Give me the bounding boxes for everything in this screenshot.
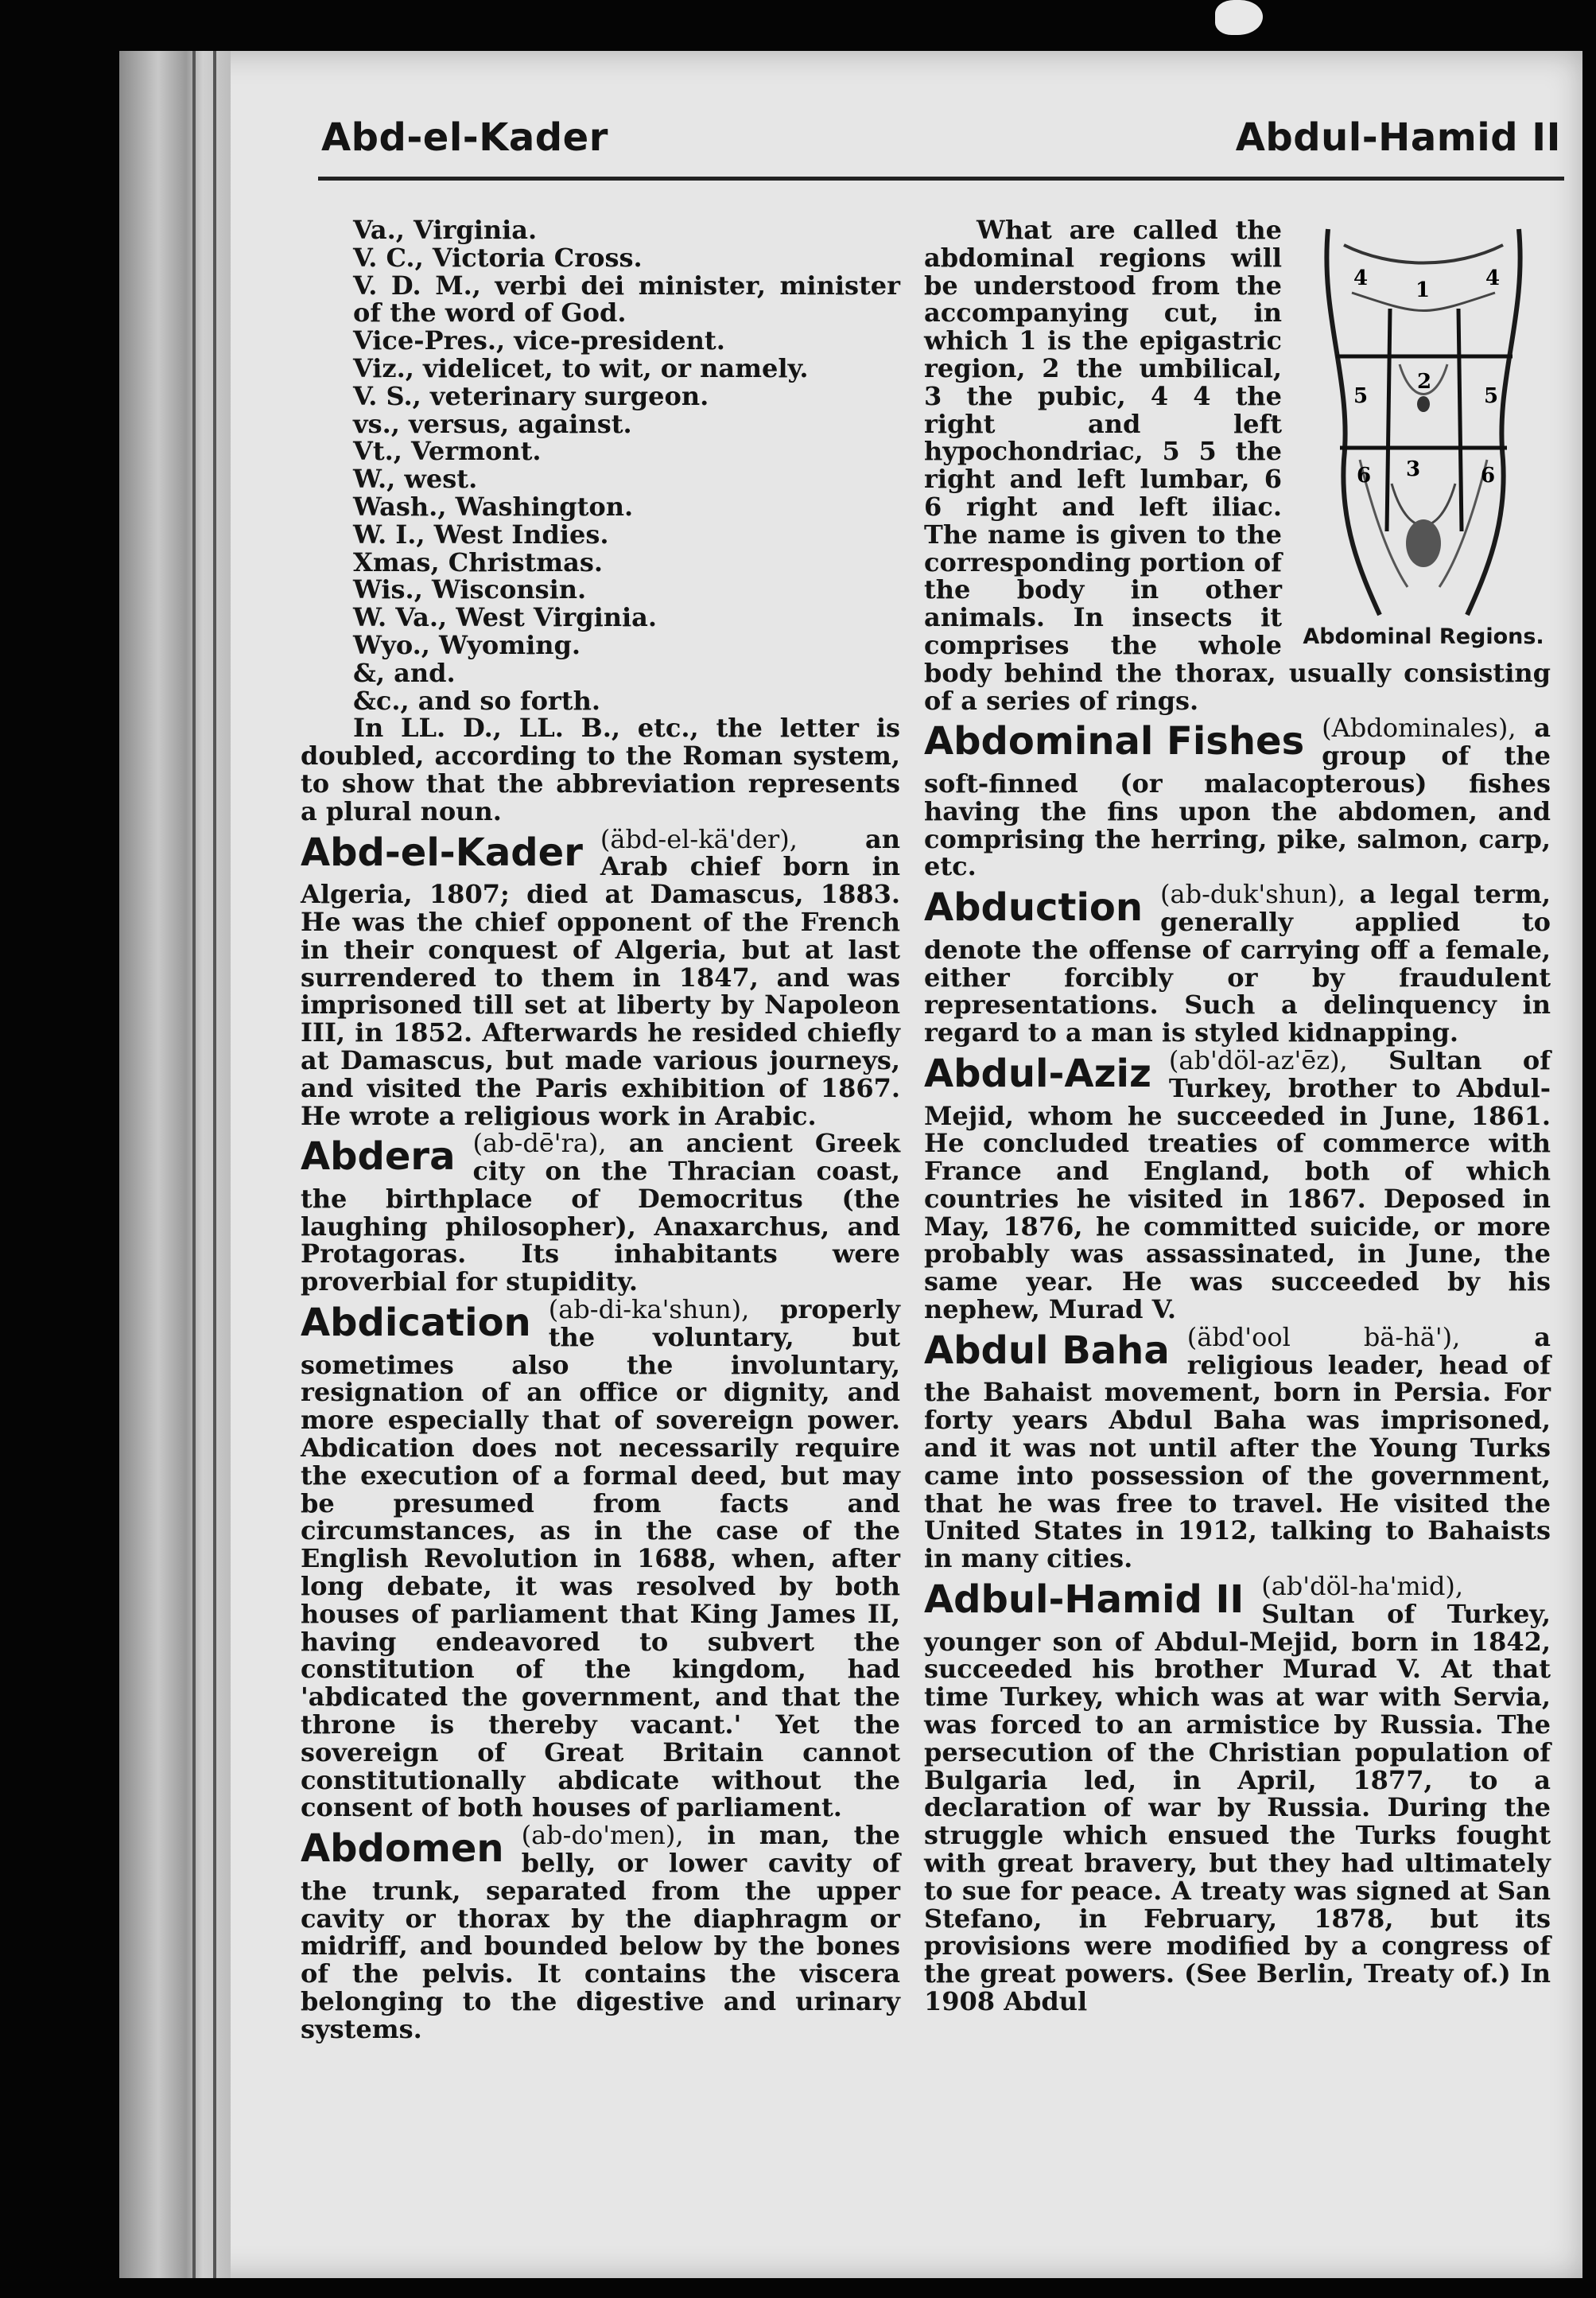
entry-abdication xyxy=(301,1296,900,1822)
entry-abdominal-fishes xyxy=(924,714,1551,881)
region-label-right-hypochondriac: 4 xyxy=(1353,266,1369,290)
book-gutter xyxy=(119,51,231,2278)
abbreviation-note: In LL. D., LL. B., etc., the letter is doubled, according to the Roman system, to show that the abbreviation represents a plural noun. xyxy=(301,713,900,826)
entry-pronunciation: (ab'döl-ha'mid), xyxy=(1261,1571,1464,1602)
entry-headword: Abdomen xyxy=(301,1826,504,1872)
entry-abdul-aziz xyxy=(924,1044,1551,1325)
entry-pronunciation: (Abdominales), xyxy=(1322,713,1516,744)
abbreviation-list xyxy=(301,216,900,714)
entry-abdomen xyxy=(301,1822,900,2043)
entry-headword: Abd-el-Kader xyxy=(301,830,583,875)
abbreviation-item: V. S., veterinary surgeon. xyxy=(353,380,709,411)
scan-speck xyxy=(1215,0,1263,35)
entry-adbul-hamid-ii xyxy=(924,1573,1551,2016)
abdominal-regions-figure xyxy=(1296,221,1551,651)
entry-headword: Abdication xyxy=(301,1301,531,1346)
entry-text: in man, the belly, or lower cavity of the trunk, separated from the upper cavity or thorax by the diaphragm or midriff, and bounded below by the bones of the pelvis. It contains the viscera belonging to the digestive and urinary systems. xyxy=(301,1820,900,2044)
abbreviation-item: W., west. xyxy=(353,464,478,495)
entry-pronunciation: (ab-di-ka'shun), xyxy=(548,1294,750,1325)
abbreviation-item: Va., Virginia. xyxy=(353,215,538,245)
entry-abduction xyxy=(924,881,1551,1047)
entry-text: Sultan of Turkey, brother to Abdul-Mejid, whom he succeeded in June, 1861. He concluded treaties of commerce with France and England, both of which countries he visited in 1867. Deposed in May, 1876, he committed suicide, or more probably was assassinated, in June, the same year. He was succeeded by his nephew, Murad V. xyxy=(924,1044,1551,1325)
entry-text: an ancient Greek city on the Thracian coast, the birthplace of Democritus (the laughing philosopher), Anaxarchus, and Protagoras. Its inhabitants were proverbial for stupidity. xyxy=(301,1128,900,1297)
entry-pronunciation: (ab-do'men), xyxy=(521,1820,684,1851)
region-label-left-iliac: 6 xyxy=(1481,464,1496,488)
region-label-right-iliac: 6 xyxy=(1357,464,1372,488)
region-label-epigastric: 1 xyxy=(1415,278,1431,302)
entry-pronunciation: (ab-dē'ra), xyxy=(472,1128,607,1159)
entry-text: a group of the soft-finned (or malacopterous) fishes having the fins upon the abdomen, and comprising the herring, pike, salmon, carp, etc. xyxy=(924,713,1551,882)
entry-abdul-baha xyxy=(924,1321,1551,1574)
entry-text: a religious leader, head of the Bahaist movement, born in Persia. For forty years Abdul Baha was imprisoned, and it was not until after the Young Turks came into possession of the government, that he was free to travel. He visited the United States in 1912, talking to Bahaists in many cities. xyxy=(924,1321,1551,1574)
abbreviation-item: &, and. xyxy=(353,657,456,688)
abdomen-illustration-icon xyxy=(1304,221,1543,619)
abbreviation-item: Wis., Wisconsin. xyxy=(353,574,587,605)
entry-headword: Abdul Baha xyxy=(924,1328,1170,1373)
abbreviation-item: V. C., Victoria Cross. xyxy=(353,242,643,273)
entry-headword: Adbul-Hamid II xyxy=(924,1577,1245,1623)
abbreviation-item: V. D. M., verbi dei minister, minister of the word of God. xyxy=(353,270,900,329)
entry-text: Sultan of Turkey, younger son of Abdul-Mejid, born in 1842, succeeded his brother Murad V. At that time Turkey, which was at war with Servia, was forced to an armistice by Russia. The persecution of the Christian population of Bulgaria led, in April, 1877, to a declaration of war by Russia. During the struggle which ensued the Turks fought with great bravery, but they had ultimately to sue for peace. A treaty was signed at San Stefano, in February, 1878, but its provisions were modified by a congress of the great powers. (See Berlin, Treaty of.) In 1908 Abdul xyxy=(924,1598,1551,2016)
abbreviation-item: vs., versus, against. xyxy=(353,408,632,439)
entry-pronunciation: (ab-duk'shun), xyxy=(1160,879,1346,910)
right-column xyxy=(924,216,1551,2016)
region-label-right-lumbar: 5 xyxy=(1353,384,1369,408)
entry-pronunciation: (äbd-el-kä'der), xyxy=(600,823,798,854)
region-label-umbilical: 2 xyxy=(1417,370,1432,394)
entry-headword: Abdominal Fishes xyxy=(924,719,1305,764)
running-head-right: Abdul-Hamid II xyxy=(1235,115,1561,160)
abbreviation-item: W. I., West Indies. xyxy=(353,519,609,550)
entry-text: a legal term, generally applied to denote the offense of carrying off a female, either forcibly or by fraudulent representations. Such a delinquency in regard to a man is styled kidnapping. xyxy=(924,879,1551,1048)
region-label-left-hypochondriac: 4 xyxy=(1485,266,1501,290)
entry-abd-el-kader xyxy=(301,823,900,1131)
entry-headword: Abdul-Aziz xyxy=(924,1051,1151,1096)
running-head-left: Abd-el-Kader xyxy=(321,115,608,160)
region-label-pubic: 3 xyxy=(1406,457,1421,481)
abbreviation-item: W. Va., West Virginia. xyxy=(353,602,658,633)
entry-text: an Arab chief born in Algeria, 1807; died at Damascus, 1883. He was the chief opponent of the French in their conquest of Algeria, but at last surrendered to them in 1847, and was imprisoned till set at liberty by Napoleon III, in 1852. Afterwards he resided chiefly at Damascus, but made various journeys, and visited the Paris exhibition of 1867. He wrote a religious work in Arabic. xyxy=(301,823,900,1131)
entry-headword: Abdera xyxy=(301,1134,456,1180)
abbreviation-item: Wash., Washington. xyxy=(353,491,634,522)
entry-headword: Abduction xyxy=(924,885,1144,931)
abbreviation-item: Wyo., Wyoming. xyxy=(353,629,581,660)
left-column xyxy=(301,216,900,2043)
abbreviation-item: &c., and so forth. xyxy=(353,685,600,716)
abbreviation-item: Viz., videlicet, to wit, or namely. xyxy=(353,352,809,383)
abbreviation-item: Vt., Vermont. xyxy=(353,436,542,467)
entry-abdera xyxy=(301,1130,900,1296)
abdominal-regions-paragraph: What are called the abdominal regions will be understood from the accompanying cut, in which 1 is the epigastric region, 2 the umbilical, 3 the pubic, 4 4 the right and left hypochondriac, 5 5 the right and left lumbar, 6 6 right and left iliac. The name is given to the corresponding portion of the body in other animals. In insects it comprises the whole body behind the thorax, usually consisting of a series of rings. xyxy=(924,215,1551,716)
header-rule xyxy=(318,177,1564,181)
entry-pronunciation: (ab'döl-az'ēz), xyxy=(1168,1044,1348,1075)
figure-caption: Abdominal Regions. xyxy=(1303,624,1544,649)
entry-text: properly the voluntary, but sometimes also the involuntary, resignation of an office or dignity, and more especially that of sovereign power. Abdication does not necessarily require the execution of a formal deed, but may be presumed from facts and circumstances, as in the case of the English Revolution in 1688, when, after long debate, it was resolved by both houses of parliament that King James II, having endeavored to subvert the constitution of the kingdom, had 'abdicated the government, and that the throne is thereby vacant.' Yet the sovereign of Great Britain cannot constitutionally abdicate without the consent of both houses of parliament. xyxy=(301,1294,900,1823)
entry-pronunciation: (äbd'ool bä-hä'), xyxy=(1186,1321,1461,1352)
region-label-left-lumbar: 5 xyxy=(1484,384,1499,408)
abbreviation-item: Xmas, Christmas. xyxy=(353,546,604,577)
abbreviation-item: Vice-Pres., vice-president. xyxy=(353,325,725,356)
